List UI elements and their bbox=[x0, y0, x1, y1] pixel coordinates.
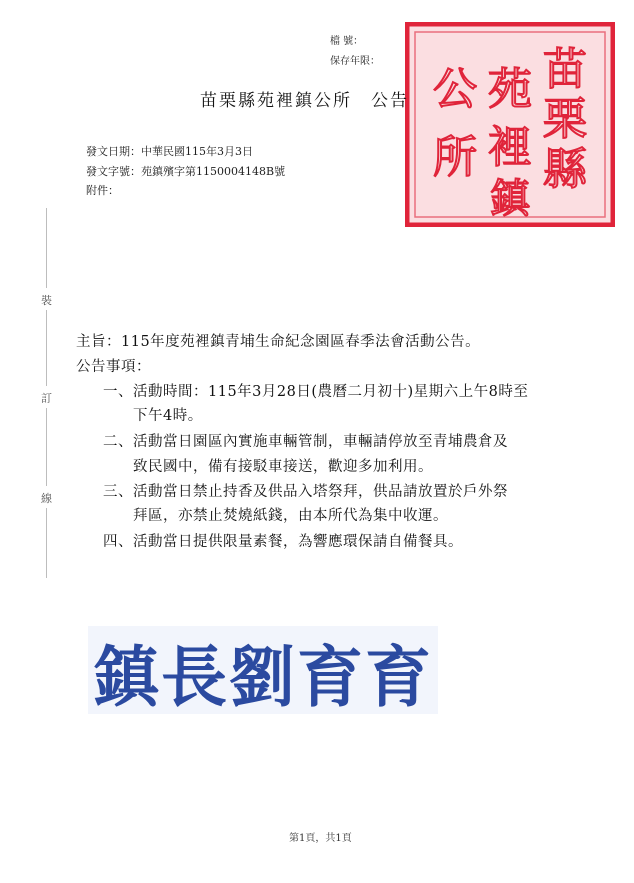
item-3-line-2: 拜區，亦禁止焚燒紙錢，由本所代為集中收運。 bbox=[133, 508, 448, 524]
seal-char-3: 縣 bbox=[543, 144, 587, 195]
binding-line-segment bbox=[46, 208, 47, 288]
official-seal-graphic bbox=[405, 22, 615, 227]
binding-mark-2: 訂 bbox=[41, 392, 52, 405]
mayor-stamp bbox=[84, 620, 442, 720]
official-seal bbox=[405, 22, 615, 227]
reference-row bbox=[86, 163, 285, 179]
binding-line-segment bbox=[46, 508, 47, 578]
reference-label: 發文字號： bbox=[86, 165, 141, 178]
issue-date-value: 中華民國115年3月3日 bbox=[141, 145, 253, 158]
seal-char-1: 苗 bbox=[543, 44, 587, 95]
retention-label: 保存年限： bbox=[330, 56, 380, 67]
subject-line: 主旨：115年度苑裡鎮青埔生命紀念園區春季法會活動公告。 bbox=[76, 334, 481, 350]
item-3-line-1: 活動當日禁止持香及供品入塔祭拜，供品請放置於戶外祭 bbox=[133, 484, 508, 500]
binding-line-segment bbox=[46, 408, 47, 486]
issue-date-row bbox=[86, 143, 253, 159]
item-3-number: 三、 bbox=[103, 484, 133, 500]
issue-date-label: 發文日期： bbox=[86, 145, 141, 158]
item-1-line-1: 活動時間：115年3月28日(農曆二月初十)星期六上午8時至 bbox=[133, 384, 529, 400]
file-number-label: 檔 號： bbox=[330, 36, 364, 47]
item-4-number: 四、 bbox=[103, 534, 133, 550]
mayor-stamp-text: 鎮長劉育育 bbox=[93, 638, 433, 716]
seal-char-7: 所 bbox=[433, 132, 477, 183]
matters-heading: 公告事項： bbox=[76, 359, 151, 375]
item-1-number: 一、 bbox=[103, 384, 133, 400]
seal-char-4: 苑 bbox=[488, 64, 532, 115]
document-title: 苗栗縣苑裡鎮公所 公告 bbox=[200, 91, 409, 111]
reference-value: 苑鎮殯字第1150004148B號 bbox=[141, 165, 286, 178]
item-4-line-1: 活動當日提供限量素餐，為響應環保請自備餐具。 bbox=[133, 534, 463, 550]
item-2-number: 二、 bbox=[103, 434, 133, 450]
seal-char-8: 鎮 bbox=[490, 176, 530, 222]
seal-char-5: 裡 bbox=[488, 122, 532, 173]
item-2-line-1: 活動當日園區內實施車輛管制，車輛請停放至青埔農倉及 bbox=[133, 434, 508, 450]
attachment-label: 附件： bbox=[86, 184, 119, 197]
mayor-stamp-graphic bbox=[84, 620, 442, 720]
seal-char-2: 栗 bbox=[543, 94, 587, 145]
binding-mark-3: 線 bbox=[41, 492, 52, 505]
binding-mark-1: 裝 bbox=[41, 294, 52, 307]
item-1-line-2: 下午4時。 bbox=[133, 408, 203, 424]
page-number: 第1頁，共1頁 bbox=[289, 833, 352, 844]
binding-line-segment bbox=[46, 310, 47, 386]
seal-char-6: 公 bbox=[433, 64, 477, 115]
item-2-line-2: 致民國中，備有接駁車接送，歡迎多加利用。 bbox=[133, 459, 433, 475]
